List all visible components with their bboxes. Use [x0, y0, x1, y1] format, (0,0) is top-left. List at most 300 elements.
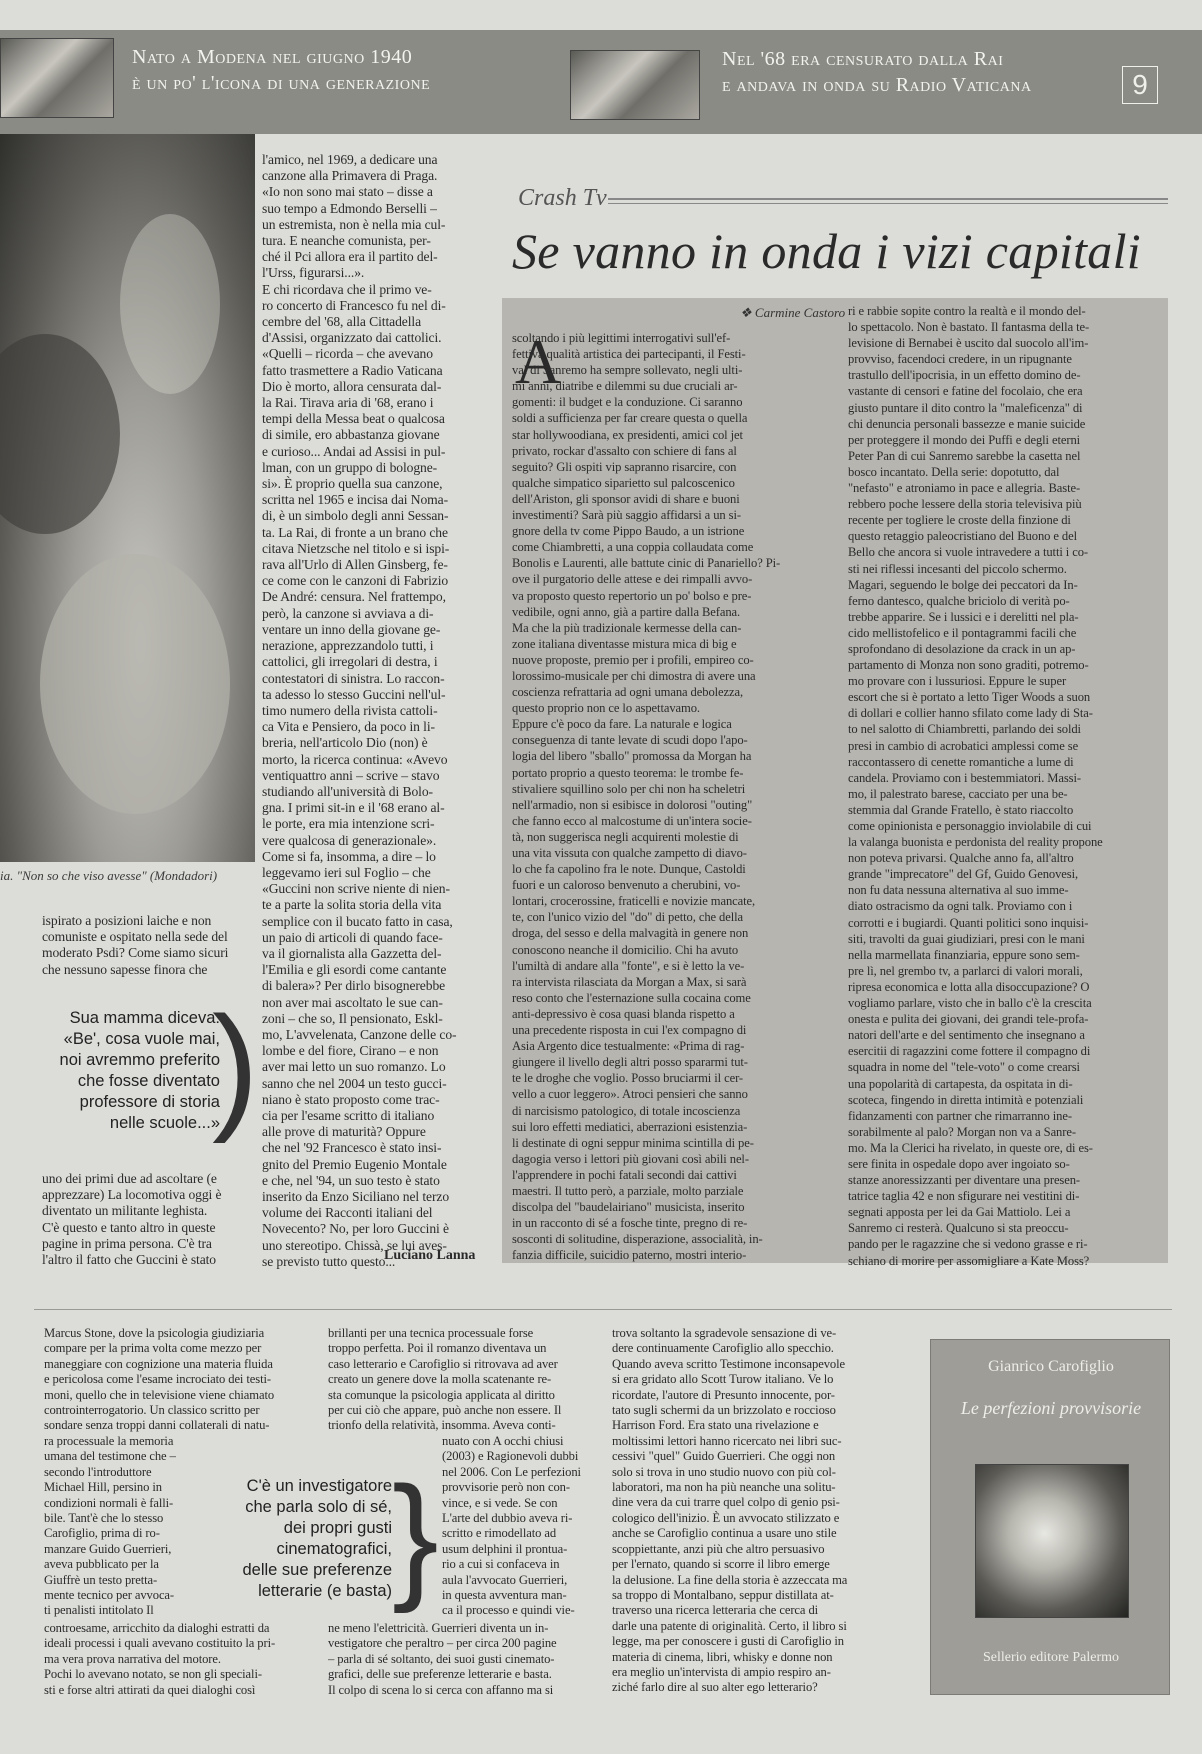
text-line: vestigatore che peraltro – per circa 200 pagine — [328, 1636, 557, 1651]
text-line: soldi a sufficienza per far creare questa o quella — [512, 411, 748, 426]
text-line: ideali processi i quali avevano costituito la pri- — [44, 1636, 276, 1651]
text-line: nuato con A occhi chiusi — [442, 1434, 564, 1448]
section-divider — [34, 1309, 1172, 1310]
text-line: investimenti? Sarà più saggio affidarsi a un si- — [512, 508, 741, 523]
text-line: mo, L'avvelenata, Canzone delle co- — [262, 1026, 457, 1042]
text-line: umana del testimone che – — [44, 1449, 176, 1464]
text-line: timo numero della rivista cattoli- — [262, 702, 438, 718]
text-line: trastullo dell'ipocrisia, in un effetto domino de- — [848, 368, 1081, 383]
text-line: onesta e pulita dei giovani, dei grandi tele-profa- — [848, 1012, 1089, 1027]
text-line: non fu data nessuna alternativa al suo imme- — [848, 883, 1069, 898]
text-line: di narcisismo patologico, di totale incoscienza — [512, 1103, 741, 1118]
text-line: siti, travolti da guai giudiziari, presi con le mani — [848, 931, 1085, 946]
text-line: lorossimo-musicale per chi dimostra di avere una — [512, 668, 756, 683]
text-line: scritta nel 1965 e incisa dai Noma- — [262, 492, 448, 508]
header-right-text: Nel '68 era censurato dalla Rai e andava in onda su Radio Vaticana — [722, 48, 1032, 96]
bottom-col-b-narrow — [442, 1434, 602, 1619]
text-line: che fanno ecco al malcostume di un'intera socie- — [512, 813, 752, 828]
text-line: portato proprio a questo teorema: le trombe fe- — [512, 765, 744, 780]
text-line: escort che si è portato a letto Tiger Woods a suon — [848, 690, 1091, 705]
bottom-col-c — [612, 1326, 912, 1696]
text-line: volume dei Racconti italiani del — [262, 1205, 433, 1221]
text-line: vastante di censori e fatine del focolaio, che era — [848, 384, 1083, 399]
column-byline: ❖ Carmine Castoro — [740, 305, 846, 320]
text-line: C'è un investigatore — [246, 1477, 392, 1495]
bottom-col-a-narrow — [44, 1434, 204, 1619]
text-line: ce come con le canzoni di Fabrizio — [262, 573, 449, 589]
text-line: creato un genere dove la molla scatenante re- — [328, 1372, 552, 1387]
text-line: semplice con il bucato fatto in casa, — [262, 913, 453, 929]
header-photo-right — [570, 50, 700, 120]
text-line: Il colpo di scena lo si cerca con affanno ma si — [328, 1682, 554, 1697]
text-line: sondare senza troppi danni collaterali di natu- — [44, 1418, 270, 1433]
text-line: non aver mai ascoltato le sue can- — [262, 994, 443, 1010]
text-line: recente per togliere le croste della finzione di — [848, 513, 1071, 528]
text-line: ché il Pci allora era il partito del- — [262, 249, 438, 265]
header-left-text: Nato a Modena nel giugno 1940 è un po' l'icona di una generazione — [132, 46, 431, 94]
text-line: che nessuno sapesse finora che — [42, 961, 208, 977]
left-article-col-a — [262, 152, 480, 1270]
text-line: grande "imprecatore" del Gf, Guido Genovesi, — [848, 867, 1079, 882]
left-quote-brace: ) — [212, 987, 259, 1144]
photo-caption: ia. "Non so che viso avesse" (Mondadori) — [0, 868, 218, 883]
guccini-photo — [0, 134, 255, 862]
text-line: e che, nel '94, un suo testo è stato — [262, 1172, 440, 1188]
text-line: star hollywoodiana, ex presidenti, amici col jet — [512, 427, 743, 442]
text-line: levisione di Bernabei è uscito dal suocolo all'im- — [848, 336, 1089, 351]
text-line: dei propri gusti — [283, 1519, 392, 1537]
text-line: stemmia dal Grande Fratello, è stato riaccolto — [848, 802, 1074, 817]
text-line: ove il purgatorio delle attese e dei rimpalli avvo- — [512, 572, 753, 587]
text-line: Novecento? No, per loro Guccini è — [262, 1221, 449, 1237]
text-line: aver mai letto un suo romanzo. Lo — [262, 1059, 446, 1075]
text-line: provviso, facendoci credere, in un ripugnante — [848, 352, 1072, 367]
text-line: comuniste e ospitato nella sede del — [42, 929, 228, 945]
text-line: stanze anoressizzanti per diventare una presen- — [848, 1173, 1081, 1188]
text-line: partamento di Monza non sono graditi, potremo- — [848, 658, 1089, 673]
text-line: segnati apposta per lei da Gai Mattiolo. Lei a — [848, 1205, 1071, 1220]
text-line: ra processuale la memoria — [44, 1434, 174, 1448]
text-line: mente tecnico per avvoca- — [44, 1588, 175, 1603]
text-line: lo spettacolo. Non è bastato. Il fantasma della te- — [848, 320, 1090, 335]
text-line: qualche simpatico siparietto sul palcoscenico — [512, 475, 735, 490]
text-line: secondo l'introduttore — [44, 1464, 152, 1479]
column-headline: Se vanno in onda i vizi capitali — [512, 223, 1141, 279]
text-line: diato ostracismo da ogni talk. Proviamo con i — [848, 899, 1073, 914]
text-line: provvisorie però non con- — [442, 1480, 570, 1495]
bottom-pull-quote — [196, 1476, 392, 1602]
text-line: (2003) e Ragionevoli dubbi — [442, 1449, 579, 1464]
bottom-col-a-top — [44, 1326, 342, 1434]
text-line: De André: censura. Nel frattempo, — [262, 589, 446, 605]
text-line: li destinate di ogni seppur minima scintilla di pe- — [512, 1135, 754, 1150]
text-line: compare per la prima volta come mezzo per — [44, 1341, 262, 1356]
text-line: se previsto tutto questo... — [262, 1253, 396, 1269]
text-line: Dio è morto, allora censurata dal- — [262, 378, 442, 394]
text-line: tatrice taglia 42 e non sfigurare nei vestitini di- — [848, 1189, 1080, 1204]
text-line: fanzia difficile, suicidio paterno, mostri interio- — [512, 1248, 747, 1263]
text-line: sa troppo di Montalbano, seppur distillata at- — [612, 1587, 834, 1602]
text-line: – parla di sé soltanto, dei suoi gusti cinemato- — [328, 1651, 555, 1666]
text-line: lontari, crocerossine, fraticelli e novizie mancate, — [512, 894, 756, 909]
text-line: sta comunque la psicologia applicata al diritto — [328, 1387, 555, 1402]
text-line: citava Nietzsche nel titolo e si ispi- — [262, 540, 450, 556]
text-line: to nel salotto di Chiambretti, parlando dei soldi — [848, 722, 1081, 737]
text-line: vedibile, ogni anno, già a partire dalla Befana. — [512, 604, 741, 619]
text-line: uno dei primi due ad ascoltare (e — [42, 1171, 217, 1186]
text-line: rava all'Urlo di Allen Ginsberg, fe- — [262, 557, 448, 573]
text-line: va proposto questo repertorio un po' bolso e pre- — [512, 588, 752, 603]
text-line: nella marmellata finanziaria, eppure sono sem- — [848, 947, 1080, 962]
text-line: le porte, era mia intenzione scri- — [262, 816, 435, 832]
text-line: Peter Pan di cui Sanremo sarebbe la casetta nel — [848, 448, 1081, 463]
text-line: gna. I primi sit-in e il '68 erano al- — [262, 800, 445, 816]
text-line: va il giornalista alla Gazzetta del- — [262, 945, 442, 961]
text-line: rebbero poche lessere della storia televisiva più — [848, 497, 1082, 512]
text-line: che fosse diventato — [77, 1072, 220, 1090]
text-line: studiando all'università di Bolo- — [262, 783, 433, 799]
text-line: cologico dell'inizio. È un avvocato stilizzato e — [612, 1510, 840, 1525]
text-line: fuori e un caloroso benvenuto a cherubini, vo- — [512, 878, 741, 893]
text-line: come Chiambretti, a una coppia collaudata come — [512, 540, 754, 555]
text-line: d'Assisi, organizzato dai cattolici. — [262, 330, 442, 346]
text-line: moltissimi lettori hanno ricercato nei libri suc- — [612, 1433, 842, 1448]
text-line: ta adesso lo stesso Guccini nell'ul- — [262, 686, 446, 702]
text-line: ra intervista rilasciata da Morgan a Max, si sarà — [512, 974, 747, 989]
text-line: darle una patente di originalità. Certo, il libro si — [612, 1618, 847, 1633]
text-line: laboratori, ma non ha più neanche una solitu- — [612, 1480, 836, 1495]
text-line: «Guccini non scrive niente di nien- — [262, 881, 450, 897]
text-line: Asia Argento dice testualmente: «Prima di rag- — [512, 1039, 745, 1054]
text-line: in questa avventura man- — [442, 1588, 567, 1603]
text-line: corrotti e i bugiardi. Quanti politici sono inquisi- — [848, 915, 1089, 930]
text-line: «Quelli – ricorda – che avevano — [262, 346, 433, 362]
text-line: aula l'avvocato Guerrieri, — [442, 1572, 568, 1587]
text-line: E chi ricordava che il primo ve- — [262, 281, 432, 297]
text-line: tato sugli schermi da un brizzolato e roccioso — [612, 1403, 836, 1418]
text-line: controesame, arricchito da dialoghi estratti da — [44, 1621, 270, 1635]
text-line: contestatori di sinistra. Lo raccon- — [262, 670, 445, 686]
bottom-quote-brace: } — [392, 1457, 439, 1614]
left-pull-quote — [40, 1008, 220, 1134]
text-line: l'altro il fatto che Guccini è stato — [42, 1252, 216, 1268]
text-line: controinterrogatorio. Un classico scritto per — [44, 1403, 260, 1418]
text-line: per l'ernato, quando si scorre il libro emerge — [612, 1557, 830, 1572]
text-line: nelle scuole...» — [109, 1114, 220, 1132]
text-line: pando per le ragazzine che si vedono grasse e ri- — [848, 1237, 1088, 1252]
text-line: breria, nell'articolo Dio (non) è — [262, 735, 428, 751]
text-line: scoltando i più legittimi interrogativi sull'ef- — [512, 331, 731, 345]
text-line: gnore della tv come Pippo Baudo, a un istrione — [512, 524, 745, 539]
text-line: «Io non sono mai stato – disse a — [262, 184, 433, 200]
text-line: Giuffrè un testo pretta- — [44, 1572, 158, 1587]
text-line: una vita vissuta con qualche zampetto di diavo- — [512, 846, 747, 860]
text-line: Bello che ancora si vuole intravedere a tutti i co- — [848, 545, 1089, 560]
text-line: maneggiare con cognizione una materia fluida — [44, 1356, 273, 1371]
text-line: e curioso... Andai ad Assisi in pul- — [262, 443, 446, 459]
text-line: Harrison Ford. Era stato una rivelazione e — [612, 1418, 819, 1433]
text-line: caso letterario e Carofiglio si ritrovava ad aver — [328, 1356, 558, 1371]
text-line: fettiva qualità artistica dei partecipanti, il Festi- — [512, 347, 746, 362]
text-line: lman, con un gruppo di bologne- — [262, 459, 438, 475]
text-line: niano è stato proposto come trac- — [262, 1091, 440, 1107]
text-line: professore di storia — [79, 1093, 220, 1111]
text-line: Sanremo ci resterà. Qualcuno si sta preoccu- — [848, 1221, 1069, 1236]
book-publisher: Sellerio editore Palermo — [982, 1650, 1120, 1665]
text-line: uno stereotipo. Chissà, se lui aves- — [262, 1237, 447, 1253]
bottom-col-a-bottom — [44, 1621, 342, 1698]
text-line: giusto puntare il dito contro la "maleficenza" di — [848, 400, 1083, 415]
text-line: Michael Hill, persino in — [44, 1480, 162, 1495]
text-line: discolpa del "baudelairiano" musicista, inserito — [512, 1200, 745, 1215]
text-line: la Rai. Tirava aria di '68, erano i — [262, 395, 434, 411]
text-line: suo tempo a Edmondo Berselli – — [262, 200, 437, 216]
text-line: troppo perfetta. Poi il romanzo diventava un — [328, 1341, 547, 1356]
text-line: sprofondano di desolazione da crack in un ap- — [848, 641, 1076, 656]
text-line: Pochi lo avevano notato, se non gli speciali- — [44, 1667, 262, 1682]
left-article-col-b-bottom — [42, 1171, 260, 1268]
text-line: sere finita in ospedale dopo aver ingoiato so- — [848, 1156, 1070, 1171]
text-line: logia del libero "sballo" promossa da Morgan ha — [512, 749, 752, 764]
text-line: trova soltanto la sgradevole sensazione di ve- — [612, 1326, 837, 1340]
kicker-rule — [608, 198, 1168, 200]
bottom-col-b-bottom — [328, 1621, 628, 1698]
text-line: sui loro effetti mediatici, aberrazioni esistenzia- — [512, 1119, 748, 1134]
text-line: la delusione. La fine della storia è azzeccata ma — [612, 1572, 848, 1587]
text-line: di balera»? Per dirlo bisognerebbe — [262, 978, 446, 994]
text-line: per cui ciò che appare, può anche non essere. Il — [328, 1403, 562, 1418]
text-line: Quando aveva scritto Testimone inconsapevole — [612, 1356, 845, 1371]
text-line: scoppiettante, anzi più che altro persuasivo — [612, 1541, 825, 1556]
drop-cap: A — [515, 326, 562, 397]
text-line: vince, e si vede. Se con — [442, 1495, 558, 1510]
text-line: ma vera prova narrativa del motore. — [44, 1651, 221, 1666]
text-line: legge, ma per conoscere i gusti di Carofiglio in — [612, 1634, 844, 1649]
text-line: gomenti: il budget e la conduzione. Ci saranno — [512, 395, 743, 410]
text-line: ventiquattro anni – scrive – stavo — [262, 767, 440, 783]
text-line: raccontassero di cenette romantiche a lume di — [848, 754, 1074, 769]
text-line: tempi della Messa beat o qualcosa — [262, 411, 445, 427]
text-line: delle sue preferenze — [242, 1561, 392, 1579]
text-line: ri e rabbie sopite contro la realtà e il mondo del- — [848, 304, 1086, 318]
text-line: solo si trova in uno studio nuovo con più col- — [612, 1464, 836, 1479]
text-line: canzone alla Primavera di Praga. — [262, 168, 438, 184]
text-line: val di Sanremo ha sempre sollevato, negli ulti- — [512, 363, 743, 378]
text-line: cessivi "quel" Guido Guerrieri. Che oggi non — [612, 1449, 836, 1464]
text-line: Carofiglio, prima di ro- — [44, 1526, 160, 1541]
text-line: vello a cuor leggero». Atroci pensieri che sanno — [512, 1087, 748, 1102]
text-line: ti penalisti intitolato Il — [44, 1603, 154, 1618]
text-line: seguito? Gli ospiti vip sapranno risarcire, con — [512, 459, 737, 474]
book-cover — [930, 1339, 1170, 1695]
text-line: mi anni, diatribe e dilemmi su due cruciali ar- — [512, 379, 738, 394]
text-line: sanno che nel 2004 un testo gucci- — [262, 1075, 447, 1091]
text-line: diventato un militante leghista. — [42, 1203, 208, 1219]
text-line: L'arte del dubbio aveva ri- — [442, 1511, 573, 1526]
text-line: cia per l'esame scritto di italiano — [262, 1107, 435, 1123]
text-line: conseguenza di tante levate di scudi dopo l'apo- — [512, 733, 748, 748]
text-line: trionfo della relatività, insomma. Aveva conti- — [328, 1418, 556, 1433]
text-line: che parla solo di sé, — [245, 1498, 392, 1516]
text-line: vogliamo parlare, visto che in ballo c'è la crescita — [848, 996, 1092, 1011]
text-line: ne meno l'elettricità. Guerrieri diventa un in- — [328, 1621, 549, 1635]
text-line: candela. Proviamo con i bestemmiatori. Massi- — [848, 770, 1081, 785]
text-line: lombe e del fiore, Cirano – e non — [262, 1043, 439, 1059]
text-line: trebbe apparire. Se i lussici e i derelitti nel pla- — [848, 609, 1079, 624]
text-line: dagogia verso i lettori più giovani così abili nel- — [512, 1151, 749, 1166]
text-line: ispirato a posizioni laiche e non — [42, 913, 212, 928]
text-line: però, la canzone si avviava a di- — [262, 605, 434, 621]
text-line: fatto trasmettere a Radio Vaticana — [262, 362, 443, 378]
text-line: l'apprendere in pochi fatali secondi dai cattivi — [512, 1167, 737, 1182]
text-line: gnito del Premio Eugenio Montale — [262, 1156, 447, 1172]
text-line: e pericolosa come l'esame incrociato dei testi- — [44, 1372, 271, 1387]
text-line: dere continuamente Carofiglio allo specchio. — [612, 1341, 834, 1356]
text-line: scoteca, fingendo in diretta intimità e potenziali — [848, 1092, 1084, 1107]
text-line: questo retaggio paleocristiano del Buono e del — [848, 529, 1078, 544]
text-line: per proteggere il mondo dei Puffi e degli eterni — [848, 432, 1081, 447]
text-line: coscienza refrattaria ad ogni umana debolezza, — [512, 685, 744, 700]
text-line: dell'Ariston, gli sponsor avidi di share e buoni — [512, 491, 740, 506]
text-line: nell'armadio, non si esibisce in dolorosi "outing" — [512, 797, 753, 812]
text-line: chi denuncia personali bassezze e manie suicide — [848, 416, 1086, 431]
text-line: traverso una ricerca letteraria che cerca di — [612, 1603, 819, 1618]
kicker-rule-thin — [608, 203, 1168, 204]
text-line: Ma che la più tradizionale kermesse della can- — [512, 620, 742, 635]
text-line: ventare un inno della giovane ge- — [262, 621, 441, 637]
text-line: come opinionista e personaggio inviolabile di cui — [848, 819, 1092, 833]
text-line: Come si fa, insomma, a dire – lo — [262, 848, 436, 864]
text-line: moni, quello che in televisione viene chiamato — [44, 1387, 275, 1402]
text-line: giungere il livello degli altri posso spararmi tut- — [512, 1055, 748, 1070]
column-kicker: Crash Tv — [518, 185, 607, 211]
text-line: questo proprio non ce lo aspettavamo. — [512, 701, 700, 716]
text-line: fidanzamenti con partner che rimarranno ine- — [848, 1108, 1072, 1123]
text-line: «Be', cosa vuole mai, — [63, 1030, 220, 1048]
text-line: moderato Psdi? Come siamo sicuri — [42, 945, 229, 961]
text-line: manzare Guido Guerrieri, — [44, 1541, 172, 1556]
text-line: te, con l'unico vizio del "do" di petto, che della — [512, 910, 744, 925]
text-line: natori dell'arte e del sentimento che insegnano a — [848, 1028, 1085, 1043]
text-line: una precedente risposta in cui l'ex compagno di — [512, 1023, 747, 1038]
text-line: letterarie (e basta) — [258, 1582, 392, 1600]
text-line: alle prove di maturità? Oppure — [262, 1124, 426, 1140]
text-line: un paio di articoli di quando face- — [262, 929, 443, 945]
text-line: pre lì, nel grembo tv, a parlarci di valori morali, — [848, 963, 1083, 978]
text-line: di dollari e collier hanno sfilato come lady di Sta- — [848, 706, 1093, 721]
book-author: Gianrico Carofiglio — [988, 1358, 1114, 1375]
text-line: ta. La Rai, di fronte a un brano che — [262, 524, 448, 540]
text-line: privato, rockar d'assalto con schiere di fans al — [512, 443, 737, 458]
text-line: nel 2006. Con Le perfezioni — [442, 1464, 581, 1479]
book-cover-painting — [975, 1464, 1129, 1618]
text-line: cattolici, gli irregolari di destra, i — [262, 654, 438, 670]
text-line: inserito da Enzo Siciliano nel terzo — [262, 1189, 450, 1204]
text-line: ferno dantesco, qualche briciolo di verità po- — [848, 593, 1070, 608]
text-line: nerazione, apprezzandolo tutti, i — [262, 638, 434, 654]
bottom-col-b-top — [328, 1326, 628, 1434]
left-article-col-b-top — [42, 913, 260, 978]
text-line: mo. Ma la Clerici ha rivelato, in queste ore, di es- — [848, 1140, 1093, 1155]
text-line: presi in cambio di acrobatici amplessi come se — [848, 738, 1079, 753]
text-line: l'amico, nel 1969, a dedicare una — [262, 152, 438, 167]
text-line: Sua mamma diceva: — [69, 1009, 220, 1027]
text-line: l'Emilia e gli esordi come cantante — [262, 962, 447, 978]
page-header — [0, 30, 1202, 134]
text-line: zone italiana diventasse mistura mica di big e — [512, 636, 737, 651]
text-line: mo, il palestrato barese, cacciato per una be- — [848, 786, 1068, 801]
column-col-b — [848, 303, 1166, 1269]
text-line: anti-depressivo è cosa quasi blanda rispetto a — [512, 1006, 735, 1021]
article-signature: Luciano Lanna — [384, 1248, 476, 1263]
text-line: Magari, seguendo le bolge dei peccatori da In- — [848, 577, 1078, 592]
text-line: C'è questo e tanto altro in queste — [42, 1219, 216, 1235]
text-line: "nefasto" e atroniamo in pace e allegria. Baste- — [848, 481, 1081, 496]
book-title: Le perfezioni provvisorie — [960, 1398, 1142, 1418]
text-line: condizioni normali è falli- — [44, 1495, 174, 1510]
text-line: pagine in prima persona. C'è tra — [42, 1235, 212, 1251]
text-line: grafici, delle sue preferenze letterarie e basta. — [328, 1667, 552, 1682]
text-line: aveva pubblicato per la — [44, 1557, 159, 1572]
text-line: nuove proposte, premio per i profili, empireo co- — [512, 652, 754, 667]
text-line: zoni – che so, Il pensionato, Eskl- — [262, 1010, 443, 1026]
text-line: maestri. Il tutto però, a parziale, molto parziale — [512, 1183, 744, 1198]
text-line: reso conto che l'esternazione sulla cocaina come — [512, 990, 751, 1005]
text-line: tà, non suggerisca negli acquirenti molestie di — [512, 829, 739, 844]
text-line: usum delphini il prontua- — [442, 1541, 568, 1556]
text-line: bosco incantato. Della serie: dopotutto, dal — [848, 464, 1060, 479]
text-line: scritto e rimodellato ad — [442, 1526, 557, 1541]
text-line: stivaliere squillino solo per chi non ha scheletri — [512, 781, 746, 796]
text-line: non poteva privarsi. Qualche anno fa, all'altro — [848, 851, 1074, 866]
text-line: un estremista, non è nella mia cul- — [262, 216, 446, 232]
text-line: una popolarità di cartapesta, da ospitata in di- — [848, 1076, 1073, 1091]
text-line: la valanga buonista e perdonista del reality propone — [848, 835, 1103, 850]
text-line: leggevamo ieri sul Foglio – che — [262, 864, 431, 880]
text-line: dine vera da cui trarre quel colpo di genio psi- — [612, 1495, 840, 1510]
text-line: Eppure c'è poco da fare. La naturale e logica — [512, 717, 732, 732]
text-line: sti e forse altri attirati da quei dialoghi così — [44, 1682, 256, 1697]
text-line: sosconti di solitudine, disperazione, associalità, in- — [512, 1232, 763, 1247]
text-line: materia di cinema, libri, whisky e donne non — [612, 1649, 833, 1664]
text-line: lo che fa capolino fra le note. Dunque, Castoldi — [512, 862, 746, 877]
text-line: si». È proprio quella sua canzone, — [262, 476, 443, 492]
text-line: tura. E neanche comunista, per- — [262, 233, 431, 249]
text-line: conoscono neanche il domicilio. Chi ha avuto — [512, 942, 739, 957]
text-line: squadra in nome del "tele-voto" o come crearsi — [848, 1060, 1080, 1075]
text-line: sti nei riflessi incesanti del piccolo schermo. — [848, 561, 1067, 576]
page-number: 9 — [1122, 66, 1158, 104]
text-line: te a parte la solita storia della vita — [262, 897, 442, 913]
text-line: che nel '92 Francesco è stato insi- — [262, 1140, 442, 1156]
text-line: cido mellistofelico e il pontagrammi facili che — [848, 625, 1077, 640]
text-line: cembre del '68, alla Cittadella — [262, 314, 422, 330]
text-line: anche se Carofiglio continua a usare uno stile — [612, 1526, 837, 1541]
text-line: di simile, ero abbastanza giovane — [262, 427, 440, 443]
text-line: ziché farlo dire al suo alter ego letterario? — [612, 1680, 818, 1695]
text-line: apprezzare) La locomotiva oggi è — [42, 1187, 222, 1203]
text-line: Marcus Stone, dove la psicologia giudiziaria — [44, 1326, 265, 1340]
text-line: di, è un simbolo degli anni Sessan- — [262, 508, 449, 524]
text-line: ripresa economica e lotta alla disoccupazione? O — [848, 979, 1090, 994]
column-col-a — [512, 326, 840, 1263]
text-line: ca il processo e quindi vie- — [442, 1603, 575, 1618]
text-line: l'umiltà di andare alla "fonte", e si è letto la ve- — [512, 958, 745, 973]
text-line: sorabilmente al palo? Morgan non va a Sanre- — [848, 1124, 1076, 1139]
text-line: era meglio un'intervista di ampio respiro an- — [612, 1664, 831, 1679]
text-line: te le droghe che voglio. Posso bruciarmi il cer- — [512, 1071, 744, 1086]
text-line: mo provare con i lussuriosi. Eppure le super — [848, 674, 1067, 689]
